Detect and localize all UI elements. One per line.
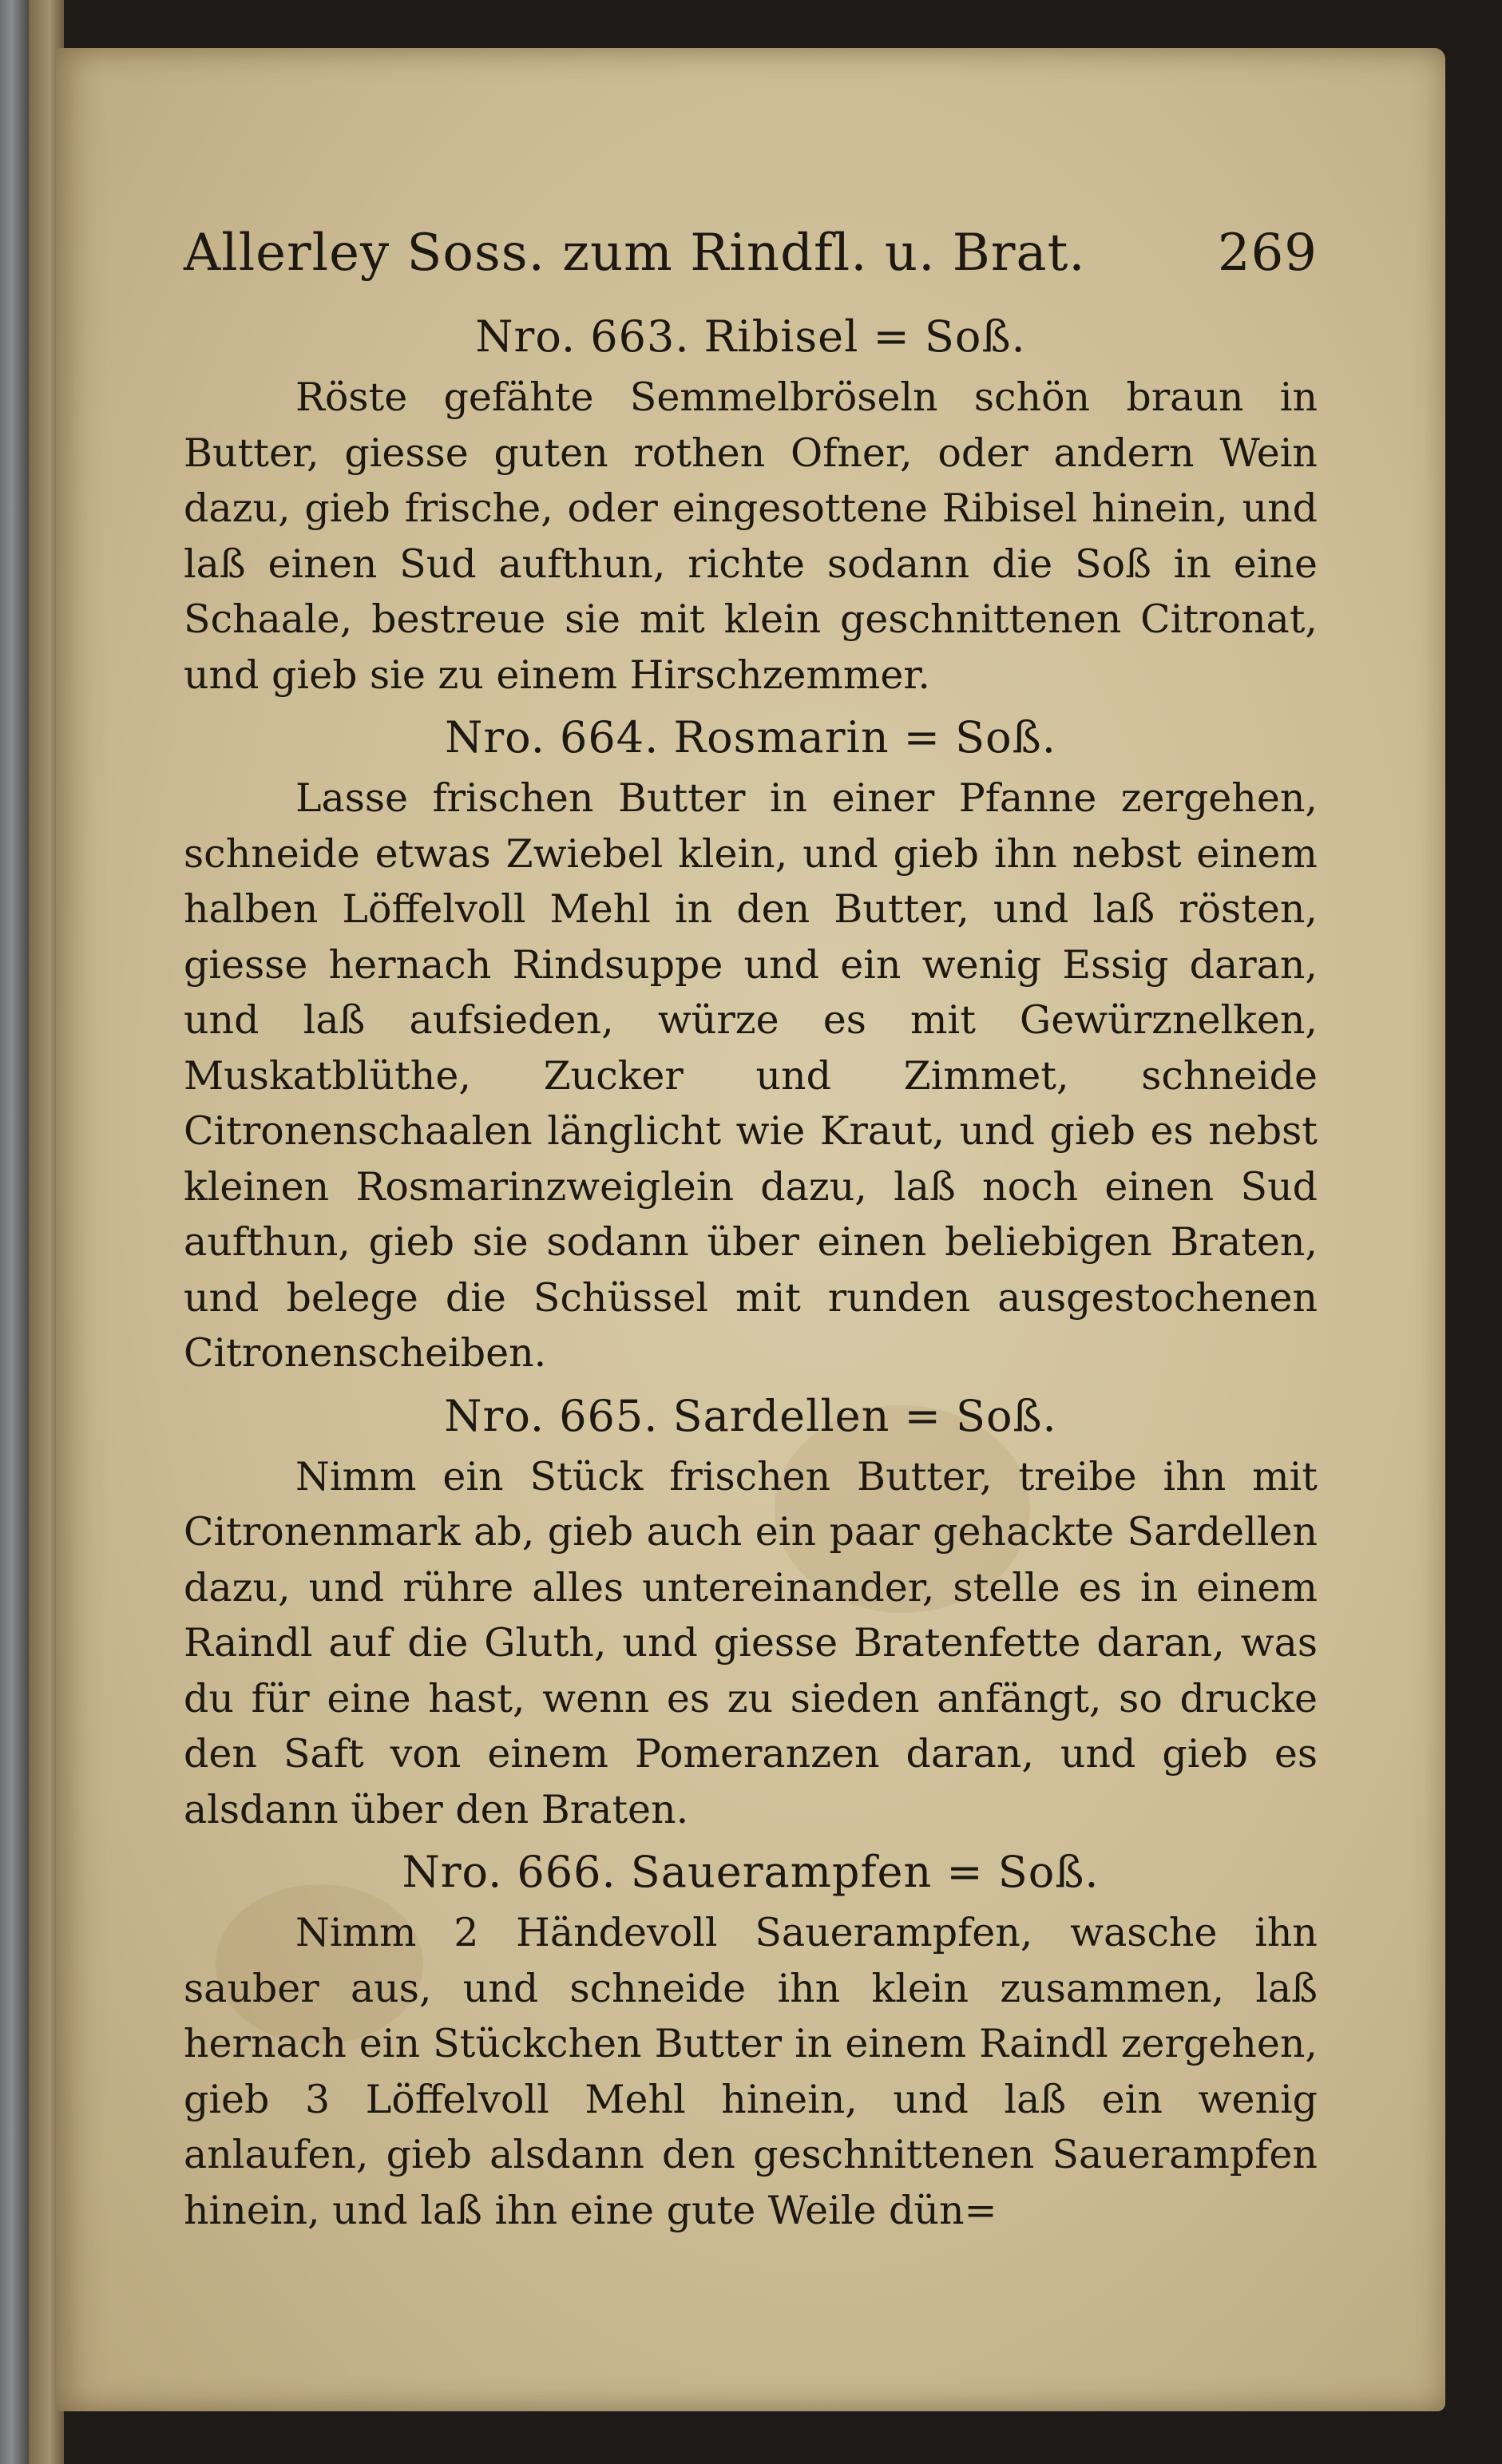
recipe-665	[184, 1391, 1318, 1838]
recipe-body: Nimm ein Stück frischen Butter, treibe ihn mit Citronenmark ab, gieb auch ein paar gehackte Sardellen dazu, und rühre alles untereinander, stelle es in einem Raindl auf die Gluth, und giesse Bratenfette daran, was du für eine hast, wenn es zu sieden anfängt, so drucke den Saft von einem Pomeranzen daran, und gieb es alsdann über den Braten.	[184, 1453, 1318, 1832]
recipe-title: Nro. 666. Sauerampfen = Soß.	[402, 1847, 1100, 1897]
book-page	[56, 48, 1445, 2411]
running-head	[184, 224, 1318, 283]
recipe-666	[184, 1847, 1318, 2238]
recipe-body: Röste gefähte Semmelbröseln schön braun in Butter, giesse guten rothen Ofner, oder andern Wein dazu, gieb frische, oder eingesottene Ribisel hinein, und laß einen Sud aufthun, richte sodann die Soß in eine Schaale, bestreue sie mit klein geschnittenen Citronat, und gieb sie zu einem Hirschzemmer.	[184, 374, 1318, 698]
recipe-title: Nro. 665. Sardellen = Soß.	[444, 1390, 1057, 1441]
book-binding	[0, 0, 29, 2464]
recipe-664	[184, 712, 1318, 1381]
recipe-title: Nro. 663. Ribisel = Soß.	[475, 311, 1026, 362]
recipe-body: Lasse frischen Butter in einer Pfanne zergehen, schneide etwas Zwiebel klein, und gieb ihn nebst einem halben Löffelvoll Mehl in den Butter, und laß rösten, giesse hernach Rindsuppe und ein wenig Essig daran, und laß aufsieden, würze es mit Gewürznelken, Muskatblüthe, Zucker und Zimmet, schneide Citronenschaalen länglicht wie Kraut, und gieb es nebst kleinen Rosmarinzweiglein dazu, laß noch einen Sud aufthun, gieb sie sodann über einen beliebigen Braten, und belege die Schüssel mit runden ausgestochenen Citronenscheiben.	[184, 775, 1318, 1376]
running-head-title: Allerley Soss. zum Rindfl. u. Brat.	[184, 224, 1086, 283]
recipe-body: Nimm 2 Händevoll Sauerampfen, wasche ihn sauber aus, und schneide ihn klein zusammen, laß hernach ein Stückchen Butter in einem Raindl zergehen, gieb 3 Löffelvoll Mehl hinein, und laß ein wenig anlaufen, gieb alsdann den geschnittenen Sauerampfen hinein, und laß ihn eine gute Weile dün=	[184, 1910, 1318, 2233]
page-text	[184, 224, 1318, 2248]
page-number: 269	[1217, 224, 1318, 283]
recipe-663	[184, 311, 1318, 703]
recipe-title: Nro. 664. Rosmarin = Soß.	[445, 712, 1056, 763]
